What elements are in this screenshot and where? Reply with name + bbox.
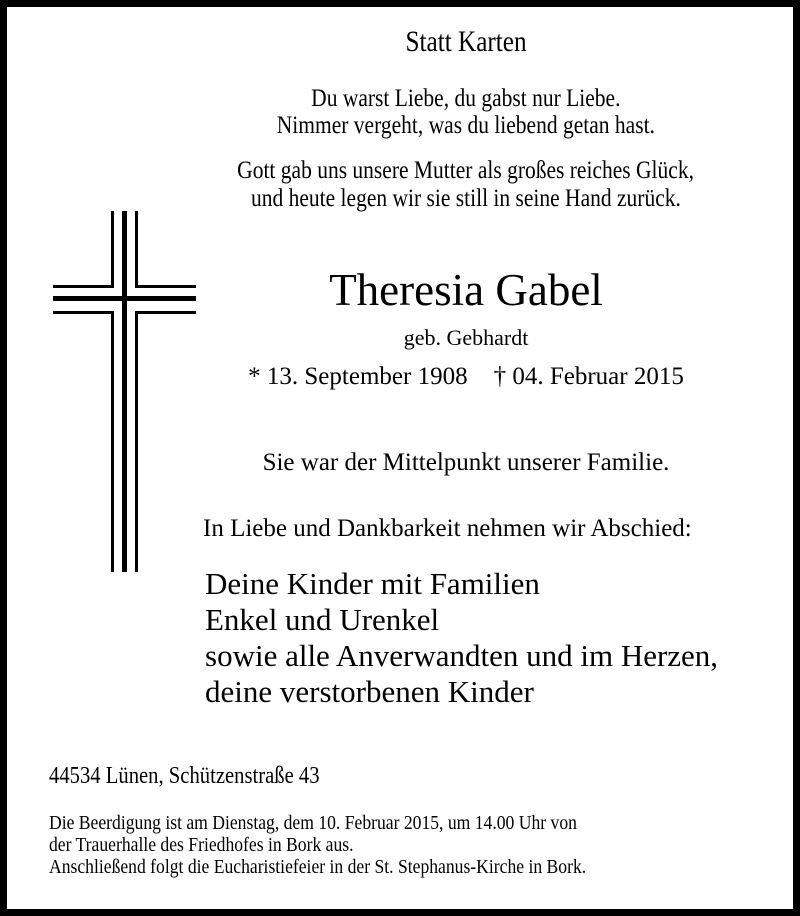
verse-1-line-1: Du warst Liebe, du gabst nur Liebe. [311, 85, 621, 112]
verse-1-line-2: Nimmer vergeht, was du liebend getan hast. [276, 112, 656, 139]
funeral-info-line: Die Beerdigung ist am Dienstag, dem 10. Februar 2015, um 14.00 Uhr von [49, 812, 577, 834]
death-date: † 04. Februar 2015 [493, 363, 684, 390]
funeral-info-line: der Trauerhalle des Friedhofes in Bork aus. [49, 834, 354, 856]
mourner-line: deine verstorbenen Kinder [205, 674, 534, 709]
mourner-line: Deine Kinder mit Familien [205, 566, 540, 601]
address-text: 44534 Lünen, Schützenstraße 43 [49, 763, 320, 789]
mourner-line: Enkel und Urenkel [205, 602, 440, 637]
verse-line [0, 158, 800, 183]
verse-line [0, 186, 800, 211]
address [49, 764, 364, 788]
maiden-name: geb. Gebhardt [403, 325, 529, 350]
tagline: Sie war der Mittelpunkt unserer Familie. [262, 449, 670, 476]
funeral-info-line: Anschließend folgt die Eucharistiefeier in der St. Stephanus-Kirche in Bork. [49, 856, 587, 878]
verse-line [0, 113, 800, 138]
life-dates [0, 364, 800, 389]
verse-2-line-1: Gott gab uns unsere Mutter als großes reiches Glück, [237, 157, 695, 184]
deceased-name: Theresia Gabel [329, 265, 603, 315]
heading [0, 27, 800, 57]
verse-2-line-2: und heute legen wir sie still in seine Hand zurück. [251, 185, 681, 212]
verse-line [0, 86, 800, 111]
funeral-info [49, 812, 659, 878]
farewell-intro: In Liebe und Dankbarkeit nehmen wir Abschied: [203, 515, 692, 542]
heading-text: Statt Karten [405, 25, 527, 58]
mourners-list [205, 566, 718, 710]
mourner-line: sowie alle Anverwandten und im Herzen, [205, 638, 719, 673]
birth-date: * 13. September 1908 [248, 363, 468, 390]
